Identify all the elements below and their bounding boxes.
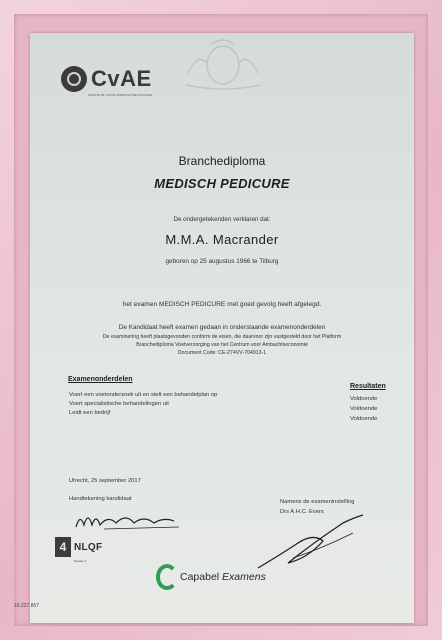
exam-result: Voldoende bbox=[350, 406, 378, 412]
place-date: Utrecht, 25 september 2017 bbox=[69, 478, 141, 484]
diploma-subtitle: MEDISCH PEDICURE bbox=[154, 176, 290, 191]
cvae-logo-text: CvAE bbox=[91, 66, 152, 91]
capabel-main: Capabel bbox=[180, 571, 220, 583]
exam-parts-header: Examenonderdelen bbox=[68, 376, 133, 383]
declaration-text: De ondergetekenden verklaren dat: bbox=[173, 216, 271, 223]
document-code: Document Code: CE-274VV-704913-1 bbox=[177, 350, 267, 356]
candidate-exam-line: De Kandidaat heeft examen gedaan in onderstaande examenonderdelen bbox=[118, 324, 326, 331]
serial-number: 16.227.857 bbox=[14, 603, 40, 609]
diploma-paper bbox=[14, 33, 414, 623]
exam-part-row: Voert een voetonderzoek uit en stelt een behandelplan op bbox=[69, 392, 218, 398]
exam-info-line: Branchediploma Voetverzorging van het Centrum voor Ambachtseconomie bbox=[136, 342, 308, 348]
nlqf-text: NLQF bbox=[74, 541, 103, 553]
exam-result: Voldoende bbox=[350, 416, 378, 422]
exam-part-row: Leidt een bedrijf bbox=[69, 410, 111, 416]
candidate-name: M.M.A. Macrander bbox=[165, 232, 279, 247]
crest-emblem-icon bbox=[178, 33, 268, 93]
cvae-logo-icon bbox=[61, 66, 87, 92]
nlqf-logo bbox=[55, 537, 102, 557]
exam-info-line: De examinering heeft plaatsgevonden conform de eisen, die daarvoor zijn vastgesteld door het Platform bbox=[102, 334, 342, 340]
exam-passed-text: het examen MEDISCH PEDICURE met goed gevolg heeft afgelegd. bbox=[122, 301, 322, 308]
cvae-logo bbox=[61, 66, 152, 92]
nlqf-subtitle: Niveau 4 bbox=[74, 559, 86, 563]
results-header: Resultaten bbox=[350, 383, 386, 390]
birth-info: geboren op 25 augustus 1966 te Tilburg bbox=[165, 258, 279, 265]
diploma-title: Branchediploma bbox=[178, 154, 266, 168]
examiner-signature bbox=[253, 513, 373, 573]
signature-label: Handtekening kandidaat bbox=[69, 496, 132, 502]
capabel-c-icon bbox=[156, 564, 178, 590]
examiner-name: Drs A.H.C. Evers bbox=[280, 509, 324, 515]
examiner-label: Namens de exameninstelling bbox=[280, 499, 355, 505]
capabel-italic: Examens bbox=[222, 571, 266, 583]
nlqf-level: 4 bbox=[55, 537, 71, 557]
exam-result: Voldoende bbox=[350, 396, 378, 402]
exam-part-row: Voert specialistische behandelingen uit bbox=[69, 401, 169, 407]
capabel-logo bbox=[156, 564, 266, 590]
cvae-logo-subtitle: CENTRUM VOOR AMBACHTSECONOMIE bbox=[88, 93, 153, 97]
candidate-signature bbox=[74, 505, 184, 535]
capabel-text bbox=[180, 571, 266, 583]
